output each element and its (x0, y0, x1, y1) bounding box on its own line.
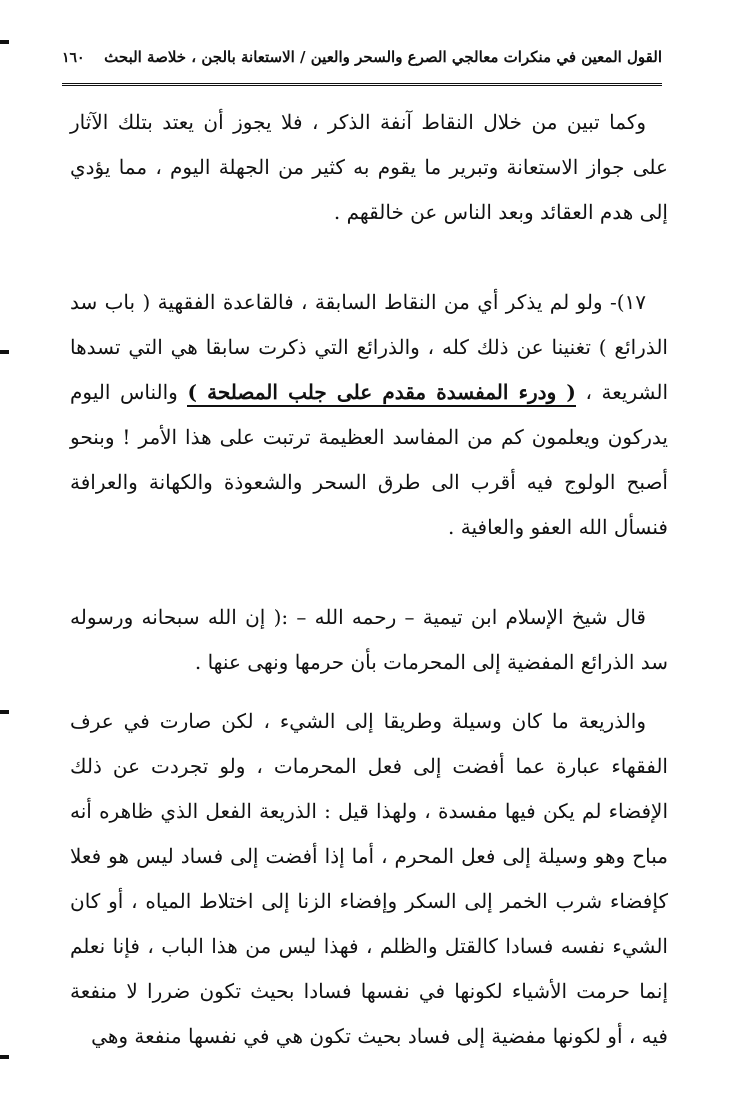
paragraph-conclusion: وكما تبين من خلال النقاط آنفة الذكر ، فلا يجوز أن يعتد بتلك الآثار على جواز الاستعانة وتبرير ما يقوم به كثير من الجهلة اليوم ، مما يؤدي إلى هدم العقائد وبعد الناس عن خالقهم . (70, 110, 668, 224)
page-edge-mark (0, 710, 9, 714)
page-number: ١٦٠ (62, 50, 85, 66)
page-edge-mark (0, 40, 9, 44)
running-header (62, 40, 662, 86)
paragraph-spacer (70, 235, 668, 280)
body-text (70, 100, 668, 1059)
paragraph-spacer (70, 685, 668, 699)
page-edge-mark (0, 350, 9, 354)
page-edge-mark (0, 1055, 9, 1059)
paragraph-point-17 (70, 280, 668, 550)
paragraph-text: والناس اليوم يدركون ويعلمون كم من المفاسد العظيمة ترتبت على هذا الأمر ! وبنحو أصبح الولوج فيه أقرب الى طرق السحر والشعوذة والكهانة والعرافة فنسأل الله العفو والعافية . (70, 380, 668, 539)
paragraph-text: ولو لم يذكر أي من النقاط السابقة ، فالقاعدة الفقهية ( باب سد الذرائع ) تغنينا عن ذلك كله ، والذرائع التي ذكرت سابقا هي التي تسدها الشريعة ، (70, 290, 668, 404)
header-title: القول المعين في منكرات معالجي الصرع والسحر والعين / الاستعانة بالجن ، خلاصة البحث (104, 48, 662, 66)
paragraph-definition: والذريعة ما كان وسيلة وطريقا إلى الشيء ، لكن صارت في عرف الفقهاء عبارة عما أفضت إلى فعل المحرمات ، ولو تجردت عن ذلك الإفضاء لم يكن فيها مفسدة ، ولهذا قيل : الذريعة الفعل الذي ظاهره أنه مباح وهو وسيلة إلى فعل المحرم ، أما إذا أفضت إلى فساد ليس هو فعلا كإفضاء شرب الخمر إلى السكر وإفضاء الزنا إلى اختلاط المياه ، أو كان الشيء نفسه فسادا كالقتل والظلم ، فهذا ليس من هذا الباب ، فإنا نعلم إنما حرمت الأشياء لكونها في نفسها فسادا بحيث تكون ضررا لا منفعة فيه ، أو لكونها مفضية إلى فساد بحيث تكون هي في نفسها منفعة وهي (70, 709, 668, 1048)
paragraph-spacer (70, 550, 668, 595)
point-number: ١٧)- (609, 290, 646, 314)
header-rule (62, 83, 662, 86)
highlighted-rule: ( ودرء المفسدة مقدم على جلب المصلحة ) (187, 380, 575, 407)
paragraph-quote: قال شيخ الإسلام ابن تيمية – رحمه الله – :( إن الله سبحانه ورسوله سد الذرائع المفضية إلى المحرمات بأن حرمها ونهى عنها . (70, 605, 668, 674)
